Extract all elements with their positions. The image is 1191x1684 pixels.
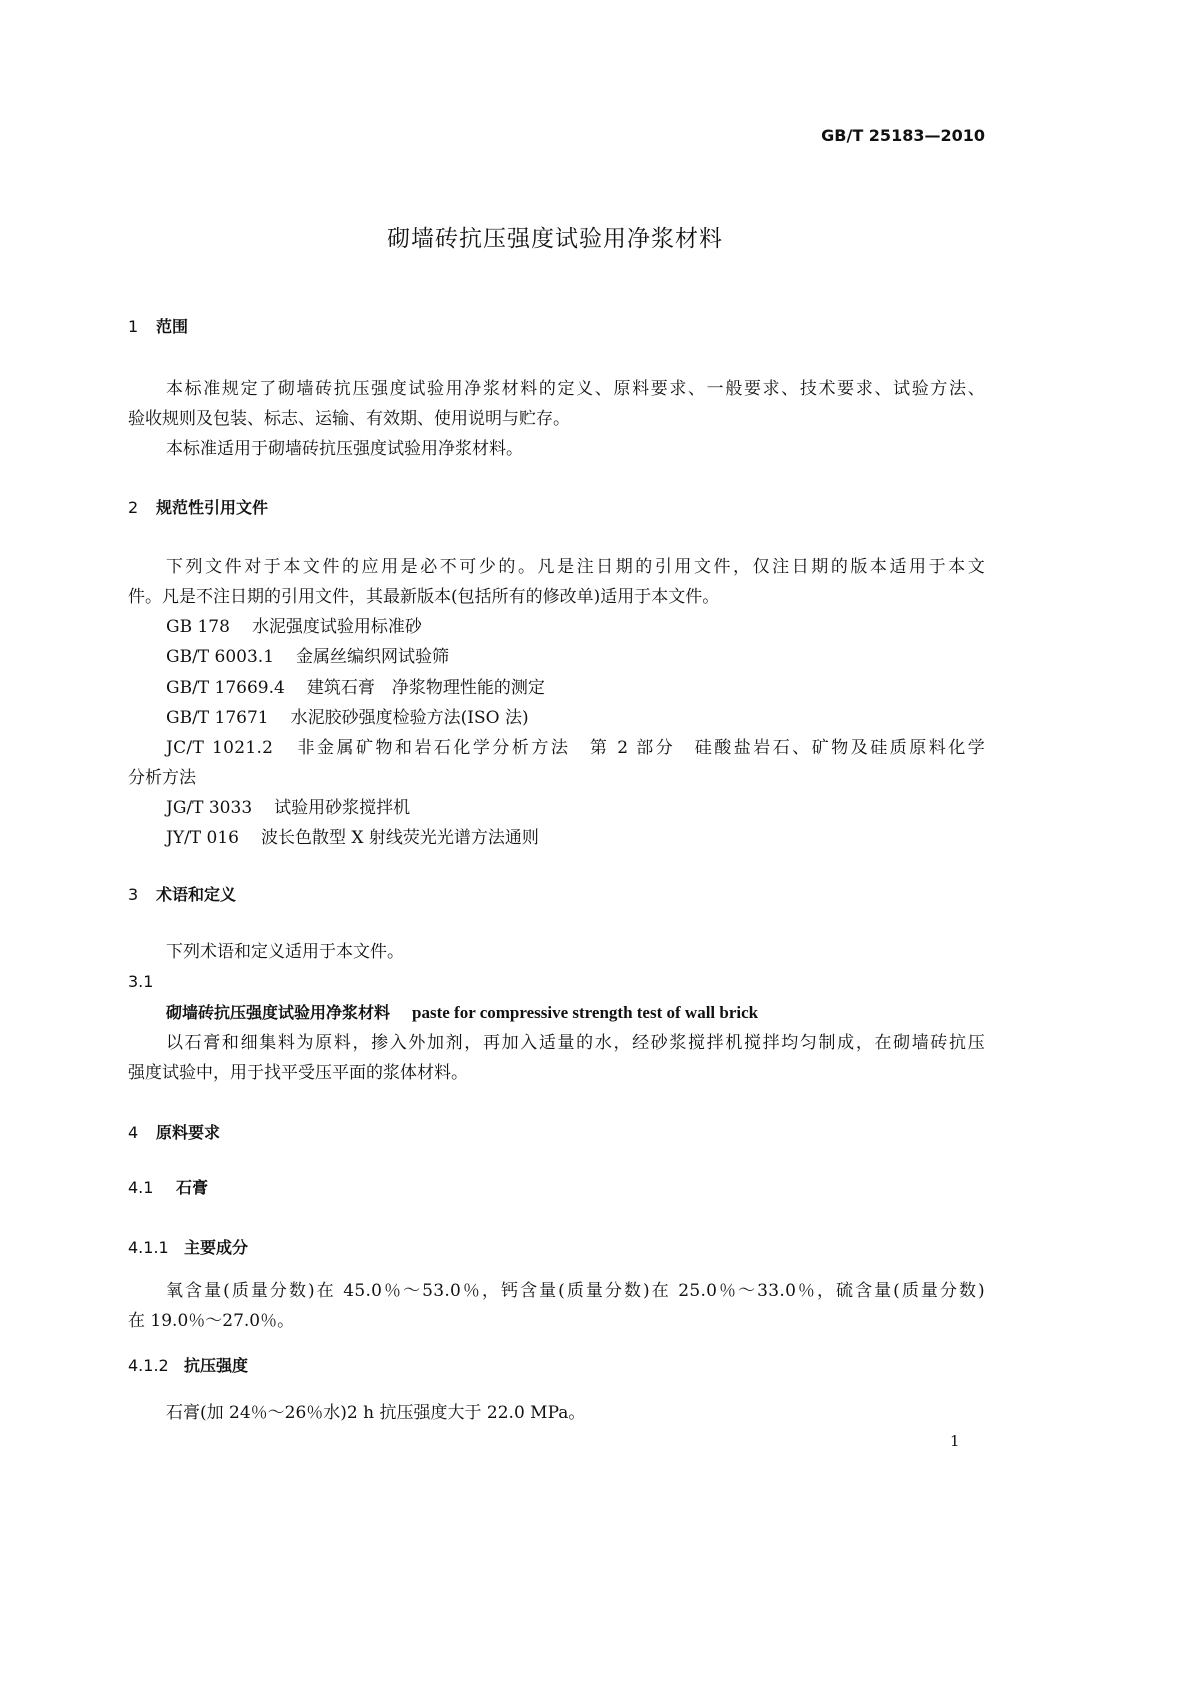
section-1-heading: 1 范围 xyxy=(128,317,189,336)
paragraph: 在 19.0％～27.0％。 xyxy=(128,1311,295,1331)
section-4-1-2-heading: 4.1.2 抗压强度 xyxy=(128,1356,249,1375)
paragraph: 下列文件对于本文件的应用是必不可少的。凡是注日期的引用文件，仅注日期的版本适用于本文 xyxy=(166,557,985,577)
reference-item: JC/T 1021.2 非金属矿物和岩石化学分析方法 第 2 部分 硅酸盐岩石、矿物及硅质原料化学 xyxy=(166,738,985,758)
reference-item: GB 178 水泥强度试验用标准砂 xyxy=(166,617,422,637)
term-definition: 以石膏和细集料为原料，掺入外加剂，再加入适量的水，经砂浆搅拌机搅拌均匀制成，在砌墙砖抗压 xyxy=(166,1033,985,1053)
paragraph: 件。凡是不注日期的引用文件，其最新版本(包括所有的修改单)适用于本文件。 xyxy=(128,587,720,607)
page-number: 1 xyxy=(950,1432,960,1450)
term-heading: 砌墙砖抗压强度试验用净浆材料 paste for compressive strength test of wall brick xyxy=(166,1003,759,1022)
reference-item: GB/T 17671 水泥胶砂强度检验方法(ISO 法) xyxy=(166,708,529,728)
reference-item: JG/T 3033 试验用砂浆搅拌机 xyxy=(166,798,411,818)
document-title: 砌墙砖抗压强度试验用净浆材料 xyxy=(387,226,723,252)
term-number: 3.1 xyxy=(128,972,154,991)
reference-item-continued: 分析方法 xyxy=(128,768,196,788)
paragraph: 本标准适用于砌墙砖抗压强度试验用净浆材料。 xyxy=(166,439,523,459)
standard-number: GB/T 25183—2010 xyxy=(821,126,985,145)
paragraph: 石膏(加 24％～26％水)2 h 抗压强度大于 22.0 MPa。 xyxy=(166,1403,586,1423)
section-4-1-heading: 4.1 石膏 xyxy=(128,1178,209,1197)
term-definition: 强度试验中，用于找平受压平面的浆体材料。 xyxy=(128,1063,468,1083)
section-2-heading: 2 规范性引用文件 xyxy=(128,498,269,517)
paragraph: 氧含量(质量分数)在 45.0％～53.0％，钙含量(质量分数)在 25.0％～33.0％，硫含量(质量分数) xyxy=(166,1281,985,1301)
reference-item: GB/T 17669.4 建筑石膏 净浆物理性能的测定 xyxy=(166,678,545,698)
section-3-heading: 3 术语和定义 xyxy=(128,885,237,904)
reference-item: JY/T 016 波长色散型 X 射线荧光光谱方法通则 xyxy=(166,828,539,848)
section-4-1-1-heading: 4.1.1 主要成分 xyxy=(128,1238,249,1257)
section-4-heading: 4 原料要求 xyxy=(128,1123,221,1142)
reference-item: GB/T 6003.1 金属丝编织网试验筛 xyxy=(166,647,450,667)
paragraph: 验收规则及包装、标志、运输、有效期、使用说明与贮存。 xyxy=(128,409,570,429)
paragraph: 本标准规定了砌墙砖抗压强度试验用净浆材料的定义、原料要求、一般要求、技术要求、试验方法、 xyxy=(166,379,985,399)
paragraph: 下列术语和定义适用于本文件。 xyxy=(166,942,404,962)
